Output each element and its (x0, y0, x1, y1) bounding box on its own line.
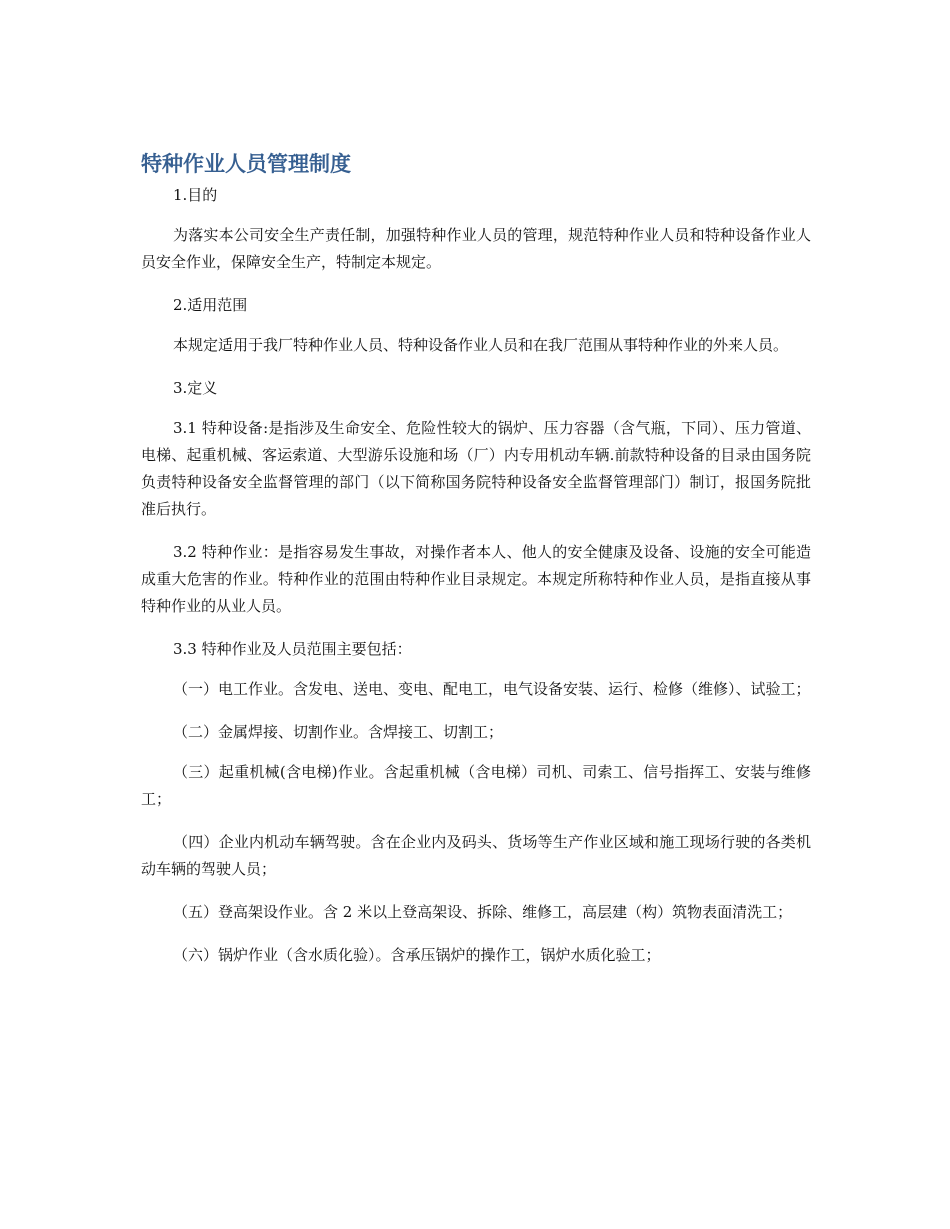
list-item-3: （三）起重机械(含电梯)作业。含起重机械（含电梯）司机、司索工、信号指挥工、安装与维修工； (141, 763, 811, 808)
paragraph-definition-3-3: 3.3 特种作业及人员范围主要包括： (173, 640, 412, 658)
paragraph-purpose: 为落实本公司安全生产责任制，加强特种作业人员的管理，规范特种作业人员和特种设备作业人员安全作业，保障安全生产，特制定本规定。 (141, 226, 811, 271)
paragraph-definition-3-2: 3.2 特种作业：是指容易发生事故，对操作者本人、他人的安全健康及设备、设施的安全可能造成重大危害的作业。特种作业的范围由特种作业目录规定。本规定所称特种作业人员，是指直接从事特种作业的从业人员。 (141, 543, 811, 615)
document-body (141, 148, 811, 985)
list-item-4: （四）企业内机动车辆驾驶。含在企业内及码头、货场等生产作业区域和施工现场行驶的各类机动车辆的驾驶人员； (141, 833, 811, 878)
paragraph-definition-3-1: 3.1 特种设备:是指涉及生命安全、危险性较大的锅炉、压力容器（含气瓶，下同）、压力管道、电梯、起重机械、客运索道、大型游乐设施和场（厂）内专用机动车辆.前款特种设备的目录由国务院负责特种设备安全监督管理的部门（以下简称国务院特种设备安全监督管理部门）制订，报国务院批准后执行。 (141, 419, 811, 518)
list-item-5: （五）登高架设作业。含 2 米以上登高架设、拆除、维修工，高层建（构）筑物表面清洗工； (173, 903, 793, 921)
list-item-1: （一）电工作业。含发电、送电、变电、配电工，电气设备安装、运行、检修（维修）、试验工； (173, 680, 811, 698)
section-heading-purpose: 1.目的 (173, 186, 218, 204)
section-heading-scope: 2.适用范围 (173, 296, 248, 314)
list-item-6: （六）锅炉作业（含水质化验）。含承压锅炉的操作工，锅炉水质化验工； (173, 946, 661, 964)
document-title: 特种作业人员管理制度 (141, 152, 351, 176)
paragraph-scope: 本规定适用于我厂特种作业人员、特种设备作业人员和在我厂范围从事特种作业的外来人员。 (173, 336, 789, 354)
section-heading-definition: 3.定义 (173, 379, 218, 397)
list-item-2: （二）金属焊接、切割作业。含焊接工、切割工； (173, 723, 504, 741)
